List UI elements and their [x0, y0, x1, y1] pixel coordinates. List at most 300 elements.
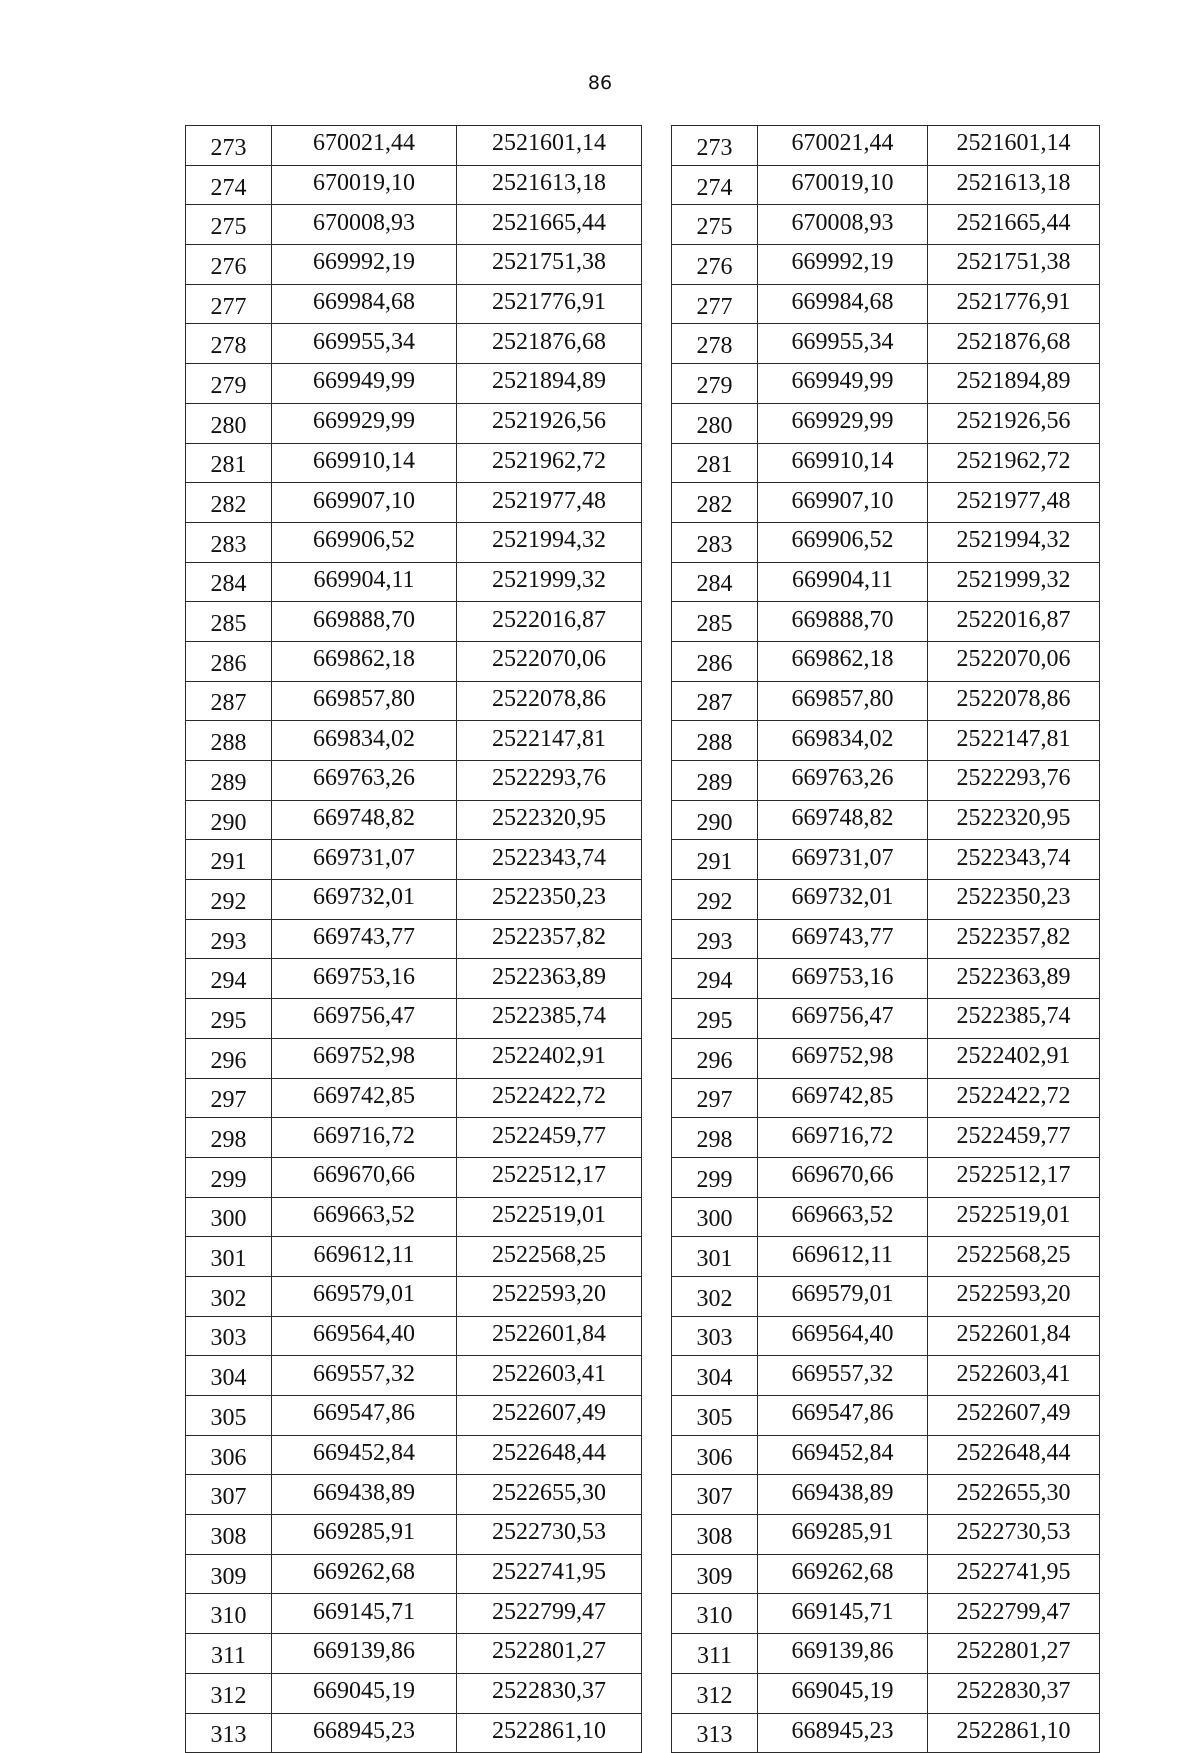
point-number-cell: 312: [186, 1673, 272, 1713]
x-coordinate-cell: 670021,44: [272, 126, 457, 166]
y-coordinate-cell: 2522593,20: [457, 1276, 642, 1316]
y-coordinate-cell: 2522741,95: [457, 1554, 642, 1594]
y-coordinate-cell: 2521776,91: [928, 284, 1100, 324]
point-number-cell: 290: [672, 800, 758, 840]
x-coordinate-cell: 669756,47: [758, 999, 928, 1039]
table-row: [672, 483, 1100, 523]
point-number-cell: 308: [186, 1515, 272, 1555]
point-number-cell: 273: [186, 126, 272, 166]
table-row: [186, 1316, 642, 1356]
page-number: 86: [587, 72, 613, 94]
point-number-cell: 306: [186, 1435, 272, 1475]
y-coordinate-cell: 2522357,82: [928, 919, 1100, 959]
y-coordinate-cell: 2522799,47: [457, 1594, 642, 1634]
table-row: [186, 1396, 642, 1436]
y-coordinate-cell: 2521894,89: [928, 364, 1100, 404]
table-row: [186, 205, 642, 245]
x-coordinate-cell: 669564,40: [758, 1316, 928, 1356]
y-coordinate-cell: 2522801,27: [928, 1634, 1100, 1674]
table-row: [672, 205, 1100, 245]
x-coordinate-cell: 669763,26: [758, 761, 928, 801]
coordinate-table-right: [671, 125, 1100, 1753]
table-row: [186, 165, 642, 205]
point-number-cell: 280: [672, 403, 758, 443]
y-coordinate-cell: 2522730,53: [928, 1515, 1100, 1555]
x-coordinate-cell: 669670,66: [272, 1157, 457, 1197]
table-row: [186, 1515, 642, 1555]
y-coordinate-cell: 2522350,23: [928, 880, 1100, 920]
y-coordinate-cell: 2522357,82: [457, 919, 642, 959]
table-row: [186, 245, 642, 285]
point-number-cell: 306: [672, 1435, 758, 1475]
table-row: [186, 959, 642, 999]
table-row: [186, 761, 642, 801]
table-row: [672, 1038, 1100, 1078]
table-row: [186, 403, 642, 443]
x-coordinate-cell: 669748,82: [758, 800, 928, 840]
y-coordinate-cell: 2522607,49: [457, 1396, 642, 1436]
table-row: [672, 1634, 1100, 1674]
point-number-cell: 274: [672, 165, 758, 205]
point-number-cell: 273: [672, 126, 758, 166]
y-coordinate-cell: 2522422,72: [457, 1078, 642, 1118]
table-row: [186, 1713, 642, 1753]
table-row: [186, 1356, 642, 1396]
point-number-cell: 301: [672, 1237, 758, 1277]
x-coordinate-cell: 669752,98: [758, 1038, 928, 1078]
point-number-cell: 279: [186, 364, 272, 404]
y-coordinate-cell: 2522363,89: [457, 959, 642, 999]
x-coordinate-cell: 669929,99: [758, 403, 928, 443]
point-number-cell: 282: [186, 483, 272, 523]
table-row: [186, 126, 642, 166]
y-coordinate-cell: 2521962,72: [457, 443, 642, 483]
x-coordinate-cell: 668945,23: [272, 1713, 457, 1753]
table-row: [186, 1118, 642, 1158]
point-number-cell: 288: [186, 721, 272, 761]
x-coordinate-cell: 669906,52: [272, 522, 457, 562]
x-coordinate-cell: 669579,01: [272, 1276, 457, 1316]
x-coordinate-cell: 669742,85: [272, 1078, 457, 1118]
point-number-cell: 286: [672, 641, 758, 681]
x-coordinate-cell: 669834,02: [272, 721, 457, 761]
y-coordinate-cell: 2522799,47: [928, 1594, 1100, 1634]
point-number-cell: 290: [186, 800, 272, 840]
x-coordinate-cell: 669612,11: [758, 1237, 928, 1277]
y-coordinate-cell: 2522568,25: [457, 1237, 642, 1277]
table-row: [186, 1435, 642, 1475]
point-number-cell: 313: [186, 1713, 272, 1753]
table-row: [672, 1356, 1100, 1396]
point-number-cell: 300: [672, 1197, 758, 1237]
point-number-cell: 311: [186, 1634, 272, 1674]
x-coordinate-cell: 669955,34: [272, 324, 457, 364]
point-number-cell: 309: [186, 1554, 272, 1594]
x-coordinate-cell: 669955,34: [758, 324, 928, 364]
y-coordinate-cell: 2522512,17: [928, 1157, 1100, 1197]
x-coordinate-cell: 669910,14: [272, 443, 457, 483]
y-coordinate-cell: 2521613,18: [928, 165, 1100, 205]
table-row: [672, 522, 1100, 562]
table-row: [672, 126, 1100, 166]
point-number-cell: 296: [186, 1038, 272, 1078]
y-coordinate-cell: 2522343,74: [457, 840, 642, 880]
point-number-cell: 309: [672, 1554, 758, 1594]
x-coordinate-cell: 669907,10: [758, 483, 928, 523]
table-row: [186, 1276, 642, 1316]
table-row: [672, 245, 1100, 285]
table-row: [672, 880, 1100, 920]
table-row: [186, 880, 642, 920]
y-coordinate-cell: 2522568,25: [928, 1237, 1100, 1277]
point-number-cell: 305: [186, 1396, 272, 1436]
point-number-cell: 284: [186, 562, 272, 602]
table-row: [186, 443, 642, 483]
x-coordinate-cell: 669285,91: [758, 1515, 928, 1555]
x-coordinate-cell: 669857,80: [758, 681, 928, 721]
x-coordinate-cell: 669139,86: [758, 1634, 928, 1674]
point-number-cell: 287: [186, 681, 272, 721]
table-row: [672, 1316, 1100, 1356]
y-coordinate-cell: 2522350,23: [457, 880, 642, 920]
point-number-cell: 286: [186, 641, 272, 681]
point-number-cell: 289: [672, 761, 758, 801]
table-row: [672, 364, 1100, 404]
x-coordinate-cell: 669992,19: [758, 245, 928, 285]
point-number-cell: 297: [186, 1078, 272, 1118]
point-number-cell: 302: [672, 1276, 758, 1316]
table-row: [672, 681, 1100, 721]
y-coordinate-cell: 2522016,87: [457, 602, 642, 642]
point-number-cell: 302: [186, 1276, 272, 1316]
x-coordinate-cell: 670019,10: [758, 165, 928, 205]
table-row: [186, 1554, 642, 1594]
table-row: [672, 324, 1100, 364]
table-row: [186, 562, 642, 602]
x-coordinate-cell: 669743,77: [272, 919, 457, 959]
y-coordinate-cell: 2522363,89: [928, 959, 1100, 999]
x-coordinate-cell: 669753,16: [758, 959, 928, 999]
x-coordinate-cell: 669834,02: [758, 721, 928, 761]
x-coordinate-cell: 669716,72: [758, 1118, 928, 1158]
y-coordinate-cell: 2521613,18: [457, 165, 642, 205]
y-coordinate-cell: 2522830,37: [457, 1673, 642, 1713]
y-coordinate-cell: 2521926,56: [457, 403, 642, 443]
point-number-cell: 297: [672, 1078, 758, 1118]
x-coordinate-cell: 669888,70: [758, 602, 928, 642]
x-coordinate-cell: 669612,11: [272, 1237, 457, 1277]
table-row: [186, 1634, 642, 1674]
y-coordinate-cell: 2522016,87: [928, 602, 1100, 642]
x-coordinate-cell: 669906,52: [758, 522, 928, 562]
x-coordinate-cell: 669045,19: [758, 1673, 928, 1713]
y-coordinate-cell: 2522655,30: [457, 1475, 642, 1515]
point-number-cell: 298: [186, 1118, 272, 1158]
table-row: [186, 602, 642, 642]
y-coordinate-cell: 2522343,74: [928, 840, 1100, 880]
table-row: [672, 919, 1100, 959]
point-number-cell: 276: [186, 245, 272, 285]
x-coordinate-cell: 669139,86: [272, 1634, 457, 1674]
point-number-cell: 293: [672, 919, 758, 959]
point-number-cell: 292: [186, 880, 272, 920]
table-row: [672, 641, 1100, 681]
point-number-cell: 277: [186, 284, 272, 324]
x-coordinate-cell: 670008,93: [758, 205, 928, 245]
x-coordinate-cell: 669579,01: [758, 1276, 928, 1316]
x-coordinate-cell: 669907,10: [272, 483, 457, 523]
y-coordinate-cell: 2522648,44: [457, 1435, 642, 1475]
table-row: [186, 681, 642, 721]
y-coordinate-cell: 2522402,91: [928, 1038, 1100, 1078]
point-number-cell: 291: [672, 840, 758, 880]
table-row: [186, 721, 642, 761]
point-number-cell: 289: [186, 761, 272, 801]
y-coordinate-cell: 2522648,44: [928, 1435, 1100, 1475]
x-coordinate-cell: 669904,11: [758, 562, 928, 602]
table-row: [186, 1237, 642, 1277]
x-coordinate-cell: 669452,84: [758, 1435, 928, 1475]
x-coordinate-cell: 669753,16: [272, 959, 457, 999]
x-coordinate-cell: 669742,85: [758, 1078, 928, 1118]
table-row: [672, 602, 1100, 642]
table-row: [186, 1594, 642, 1634]
table-row: [186, 522, 642, 562]
y-coordinate-cell: 2522593,20: [928, 1276, 1100, 1316]
x-coordinate-cell: 669752,98: [272, 1038, 457, 1078]
point-number-cell: 303: [186, 1316, 272, 1356]
y-coordinate-cell: 2522603,41: [928, 1356, 1100, 1396]
y-coordinate-cell: 2521665,44: [928, 205, 1100, 245]
x-coordinate-cell: 669857,80: [272, 681, 457, 721]
point-number-cell: 275: [186, 205, 272, 245]
y-coordinate-cell: 2522861,10: [928, 1713, 1100, 1753]
x-coordinate-cell: 669904,11: [272, 562, 457, 602]
point-number-cell: 303: [672, 1316, 758, 1356]
table-row: [186, 840, 642, 880]
y-coordinate-cell: 2522147,81: [457, 721, 642, 761]
y-coordinate-cell: 2521876,68: [457, 324, 642, 364]
table-row: [672, 1078, 1100, 1118]
y-coordinate-cell: 2522070,06: [928, 641, 1100, 681]
y-coordinate-cell: 2522385,74: [928, 999, 1100, 1039]
y-coordinate-cell: 2522459,77: [928, 1118, 1100, 1158]
x-coordinate-cell: 669547,86: [272, 1396, 457, 1436]
x-coordinate-cell: 669557,32: [758, 1356, 928, 1396]
table-row: [186, 324, 642, 364]
y-coordinate-cell: 2522385,74: [457, 999, 642, 1039]
x-coordinate-cell: 669929,99: [272, 403, 457, 443]
x-coordinate-cell: 669862,18: [272, 641, 457, 681]
y-coordinate-cell: 2522422,72: [928, 1078, 1100, 1118]
point-number-cell: 311: [672, 1634, 758, 1674]
point-number-cell: 284: [672, 562, 758, 602]
x-coordinate-cell: 669438,89: [272, 1475, 457, 1515]
point-number-cell: 307: [672, 1475, 758, 1515]
x-coordinate-cell: 669732,01: [758, 880, 928, 920]
y-coordinate-cell: 2521977,48: [457, 483, 642, 523]
point-number-cell: 310: [672, 1594, 758, 1634]
point-number-cell: 277: [672, 284, 758, 324]
x-coordinate-cell: 669547,86: [758, 1396, 928, 1436]
y-coordinate-cell: 2522655,30: [928, 1475, 1100, 1515]
y-coordinate-cell: 2521601,14: [457, 126, 642, 166]
point-number-cell: 307: [186, 1475, 272, 1515]
point-number-cell: 305: [672, 1396, 758, 1436]
x-coordinate-cell: 669763,26: [272, 761, 457, 801]
x-coordinate-cell: 669756,47: [272, 999, 457, 1039]
y-coordinate-cell: 2521751,38: [928, 245, 1100, 285]
table-row: [672, 1276, 1100, 1316]
x-coordinate-cell: 669731,07: [272, 840, 457, 880]
x-coordinate-cell: 669670,66: [758, 1157, 928, 1197]
point-number-cell: 304: [672, 1356, 758, 1396]
point-number-cell: 312: [672, 1673, 758, 1713]
y-coordinate-cell: 2522741,95: [928, 1554, 1100, 1594]
point-number-cell: 282: [672, 483, 758, 523]
x-coordinate-cell: 669992,19: [272, 245, 457, 285]
y-coordinate-cell: 2522730,53: [457, 1515, 642, 1555]
y-coordinate-cell: 2522861,10: [457, 1713, 642, 1753]
x-coordinate-cell: 669262,68: [272, 1554, 457, 1594]
x-coordinate-cell: 669862,18: [758, 641, 928, 681]
table-row: [186, 1197, 642, 1237]
table-row: [186, 919, 642, 959]
table-row: [186, 284, 642, 324]
x-coordinate-cell: 669564,40: [272, 1316, 457, 1356]
x-coordinate-cell: 669262,68: [758, 1554, 928, 1594]
y-coordinate-cell: 2521977,48: [928, 483, 1100, 523]
table-row: [672, 1396, 1100, 1436]
x-coordinate-cell: 670019,10: [272, 165, 457, 205]
table-row: [186, 1475, 642, 1515]
y-coordinate-cell: 2521751,38: [457, 245, 642, 285]
y-coordinate-cell: 2522459,77: [457, 1118, 642, 1158]
table-row: [186, 1078, 642, 1118]
y-coordinate-cell: 2521962,72: [928, 443, 1100, 483]
point-number-cell: 283: [672, 522, 758, 562]
table-row: [672, 1237, 1100, 1277]
point-number-cell: 304: [186, 1356, 272, 1396]
table-row: [672, 1713, 1100, 1753]
point-number-cell: 301: [186, 1237, 272, 1277]
y-coordinate-cell: 2521665,44: [457, 205, 642, 245]
x-coordinate-cell: 669663,52: [758, 1197, 928, 1237]
y-coordinate-cell: 2522320,95: [457, 800, 642, 840]
table-row: [672, 1197, 1100, 1237]
table-row: [672, 284, 1100, 324]
point-number-cell: 274: [186, 165, 272, 205]
table-row: [186, 1673, 642, 1713]
point-number-cell: 298: [672, 1118, 758, 1158]
point-number-cell: 288: [672, 721, 758, 761]
y-coordinate-cell: 2521776,91: [457, 284, 642, 324]
table-row: [672, 1673, 1100, 1713]
y-coordinate-cell: 2521926,56: [928, 403, 1100, 443]
point-number-cell: 276: [672, 245, 758, 285]
point-number-cell: 313: [672, 1713, 758, 1753]
y-coordinate-cell: 2522830,37: [928, 1673, 1100, 1713]
point-number-cell: 278: [672, 324, 758, 364]
x-coordinate-cell: 669949,99: [758, 364, 928, 404]
y-coordinate-cell: 2522147,81: [928, 721, 1100, 761]
y-coordinate-cell: 2521601,14: [928, 126, 1100, 166]
table-row: [186, 364, 642, 404]
table-row: [186, 1038, 642, 1078]
x-coordinate-cell: 669145,71: [758, 1594, 928, 1634]
point-number-cell: 310: [186, 1594, 272, 1634]
point-number-cell: 285: [186, 602, 272, 642]
point-number-cell: 285: [672, 602, 758, 642]
table-row: [672, 959, 1100, 999]
table-row: [672, 999, 1100, 1039]
table-row: [672, 1554, 1100, 1594]
x-coordinate-cell: 669910,14: [758, 443, 928, 483]
y-coordinate-cell: 2522070,06: [457, 641, 642, 681]
x-coordinate-cell: 669438,89: [758, 1475, 928, 1515]
x-coordinate-cell: 668945,23: [758, 1713, 928, 1753]
x-coordinate-cell: 669557,32: [272, 1356, 457, 1396]
y-coordinate-cell: 2521994,32: [457, 522, 642, 562]
table-row: [672, 721, 1100, 761]
y-coordinate-cell: 2522519,01: [928, 1197, 1100, 1237]
y-coordinate-cell: 2522402,91: [457, 1038, 642, 1078]
table-row: [672, 1435, 1100, 1475]
table-row: [672, 1157, 1100, 1197]
table-row: [672, 840, 1100, 880]
y-coordinate-cell: 2522601,84: [928, 1316, 1100, 1356]
x-coordinate-cell: 669045,19: [272, 1673, 457, 1713]
table-row: [186, 1157, 642, 1197]
table-row: [672, 1515, 1100, 1555]
point-number-cell: 278: [186, 324, 272, 364]
x-coordinate-cell: 670008,93: [272, 205, 457, 245]
point-number-cell: 279: [672, 364, 758, 404]
y-coordinate-cell: 2522607,49: [928, 1396, 1100, 1436]
table-row: [672, 443, 1100, 483]
point-number-cell: 293: [186, 919, 272, 959]
point-number-cell: 308: [672, 1515, 758, 1555]
table-row: [186, 483, 642, 523]
x-coordinate-cell: 669285,91: [272, 1515, 457, 1555]
x-coordinate-cell: 669984,68: [758, 284, 928, 324]
table-row: [672, 1118, 1100, 1158]
point-number-cell: 294: [672, 959, 758, 999]
y-coordinate-cell: 2522512,17: [457, 1157, 642, 1197]
point-number-cell: 295: [672, 999, 758, 1039]
y-coordinate-cell: 2522320,95: [928, 800, 1100, 840]
x-coordinate-cell: 669748,82: [272, 800, 457, 840]
table-row: [186, 800, 642, 840]
table-row: [672, 800, 1100, 840]
x-coordinate-cell: 670021,44: [758, 126, 928, 166]
y-coordinate-cell: 2521994,32: [928, 522, 1100, 562]
table-row: [672, 1594, 1100, 1634]
coordinate-table-left: [185, 125, 642, 1753]
y-coordinate-cell: 2522801,27: [457, 1634, 642, 1674]
point-number-cell: 281: [672, 443, 758, 483]
y-coordinate-cell: 2521999,32: [928, 562, 1100, 602]
point-number-cell: 275: [672, 205, 758, 245]
point-number-cell: 299: [186, 1157, 272, 1197]
point-number-cell: 296: [672, 1038, 758, 1078]
point-number-cell: 287: [672, 681, 758, 721]
point-number-cell: 292: [672, 880, 758, 920]
y-coordinate-cell: 2522603,41: [457, 1356, 642, 1396]
x-coordinate-cell: 669732,01: [272, 880, 457, 920]
y-coordinate-cell: 2522601,84: [457, 1316, 642, 1356]
point-number-cell: 281: [186, 443, 272, 483]
